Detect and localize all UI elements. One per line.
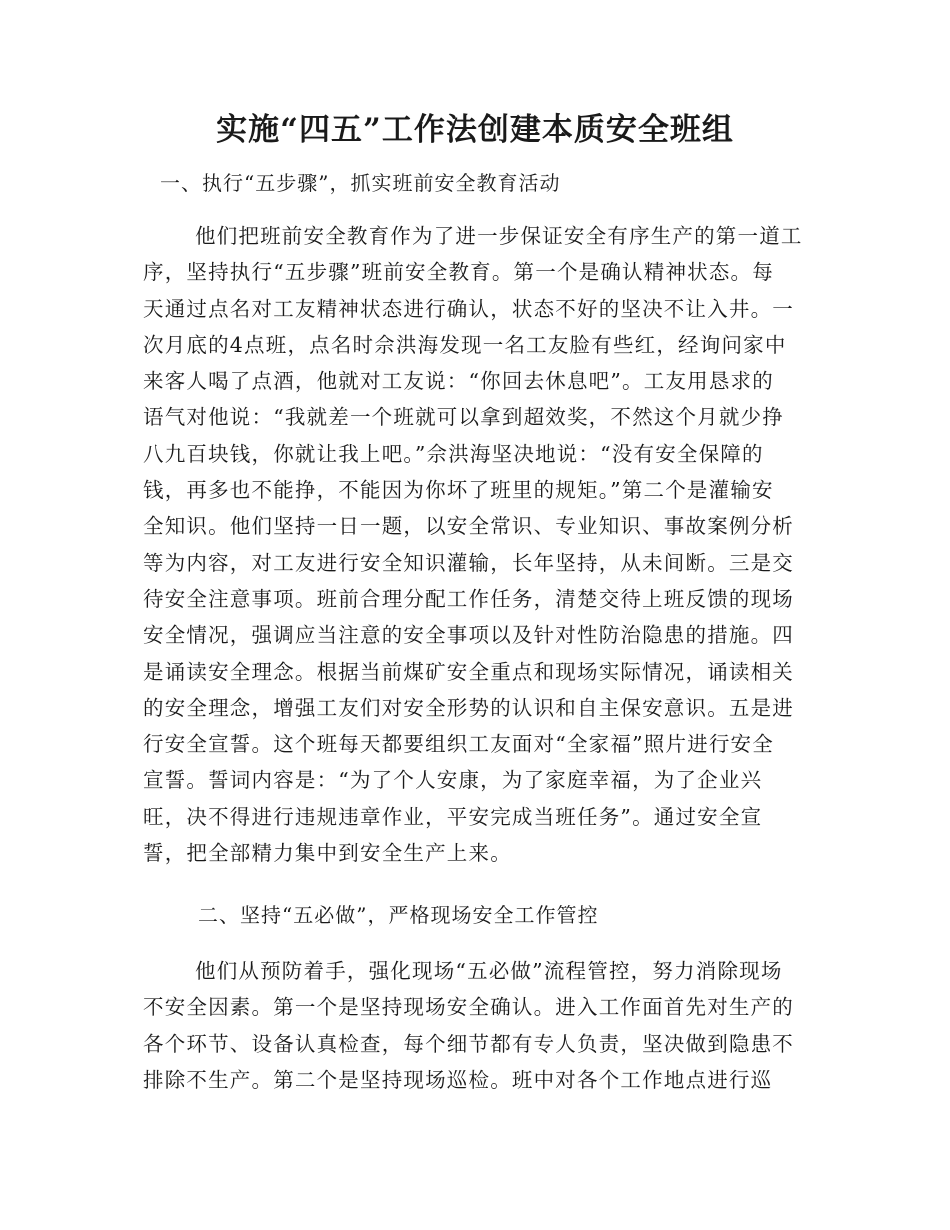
paragraph-line: 行安全宣誓。这个班每天都要组织工友面对“全家福”照片进行安全: [143, 732, 774, 757]
paragraph-line: 他们把班前安全教育作为了进一步保证安全有序生产的第一道工: [195, 224, 803, 248]
paragraph-line: 来客人喝了点酒，他就对工友说：“你回去休息吧”。工友用恳求的: [143, 369, 774, 394]
paragraph-line: 誓，把全部精力集中到安全生产上来。: [143, 841, 512, 866]
paragraph-line: 语气对他说：“我就差一个班就可以拿到超效奖，不然这个月就少挣: [143, 405, 784, 430]
document-title: 实施“四五”工作法创建本质安全班组: [216, 112, 734, 148]
paragraph-line: 是诵读安全理念。根据当前煤矿安全重点和现场实际情况，诵读相关: [143, 659, 794, 684]
paragraph-line: 等为内容，对工友进行安全知识灌输，长年坚持，从未间断。三是交: [143, 550, 794, 575]
paragraph-line: 的安全理念，增强工友们对安全形势的认识和自主保安意识。五是进: [143, 695, 794, 720]
paragraph-line: 钱，再多也不能挣，不能因为你坏了班里的规矩。”第二个是灌输安: [143, 478, 774, 503]
section-heading-2: 二、坚持“五必做”，严格现场安全工作管控: [198, 903, 599, 927]
paragraph-line: 次月底的4点班，点名时佘洪海发现一名工友脸有些红，经询问家中: [143, 332, 787, 357]
paragraph-line: 宣誓。誓词内容是：“为了个人安康，为了家庭幸福，为了企业兴: [143, 768, 763, 793]
section-heading-1: 一、执行“五步骤”，抓实班前安全教育活动: [160, 171, 561, 195]
paragraph-line: 序，坚持执行“五步骤”班前安全教育。第一个是确认精神状态。每: [143, 260, 774, 285]
paragraph-line: 八九百块钱，你就让我上吧。”佘洪海坚决地说：“没有安全保障的: [143, 441, 764, 466]
paragraph-line: 不安全因素。第一个是坚持现场安全确认。进入工作面首先对生产的: [143, 995, 794, 1020]
section-paragraph-2: [143, 953, 823, 1098]
section-paragraph-1: [143, 218, 823, 871]
paragraph-line: 待安全注意事项。班前合理分配工作任务，清楚交待上班反馈的现场: [143, 586, 794, 611]
paragraph-line: 天通过点名对工友精神状态进行确认，状态不好的坚决不让入井。一: [143, 296, 794, 321]
paragraph-line: 旺，决不得进行违规违章作业，平安完成当班任务”。通过安全宣: [143, 804, 763, 829]
paragraph-line: 他们从预防着手，强化现场“五必做”流程管控，努力消除现场: [195, 959, 783, 983]
paragraph-line: 各个环节、设备认真检查，每个细节都有专人负责，坚决做到隐患不: [143, 1031, 794, 1056]
paragraph-line: 全知识。他们坚持一日一题，以安全常识、专业知识、事故案例分析: [143, 514, 794, 539]
paragraph-line: 排除不生产。第二个是坚持现场巡检。班中对各个工作地点进行巡: [143, 1067, 773, 1092]
paragraph-line: 安全情况，强调应当注意的安全事项以及针对性防治隐患的措施。四: [143, 623, 794, 648]
